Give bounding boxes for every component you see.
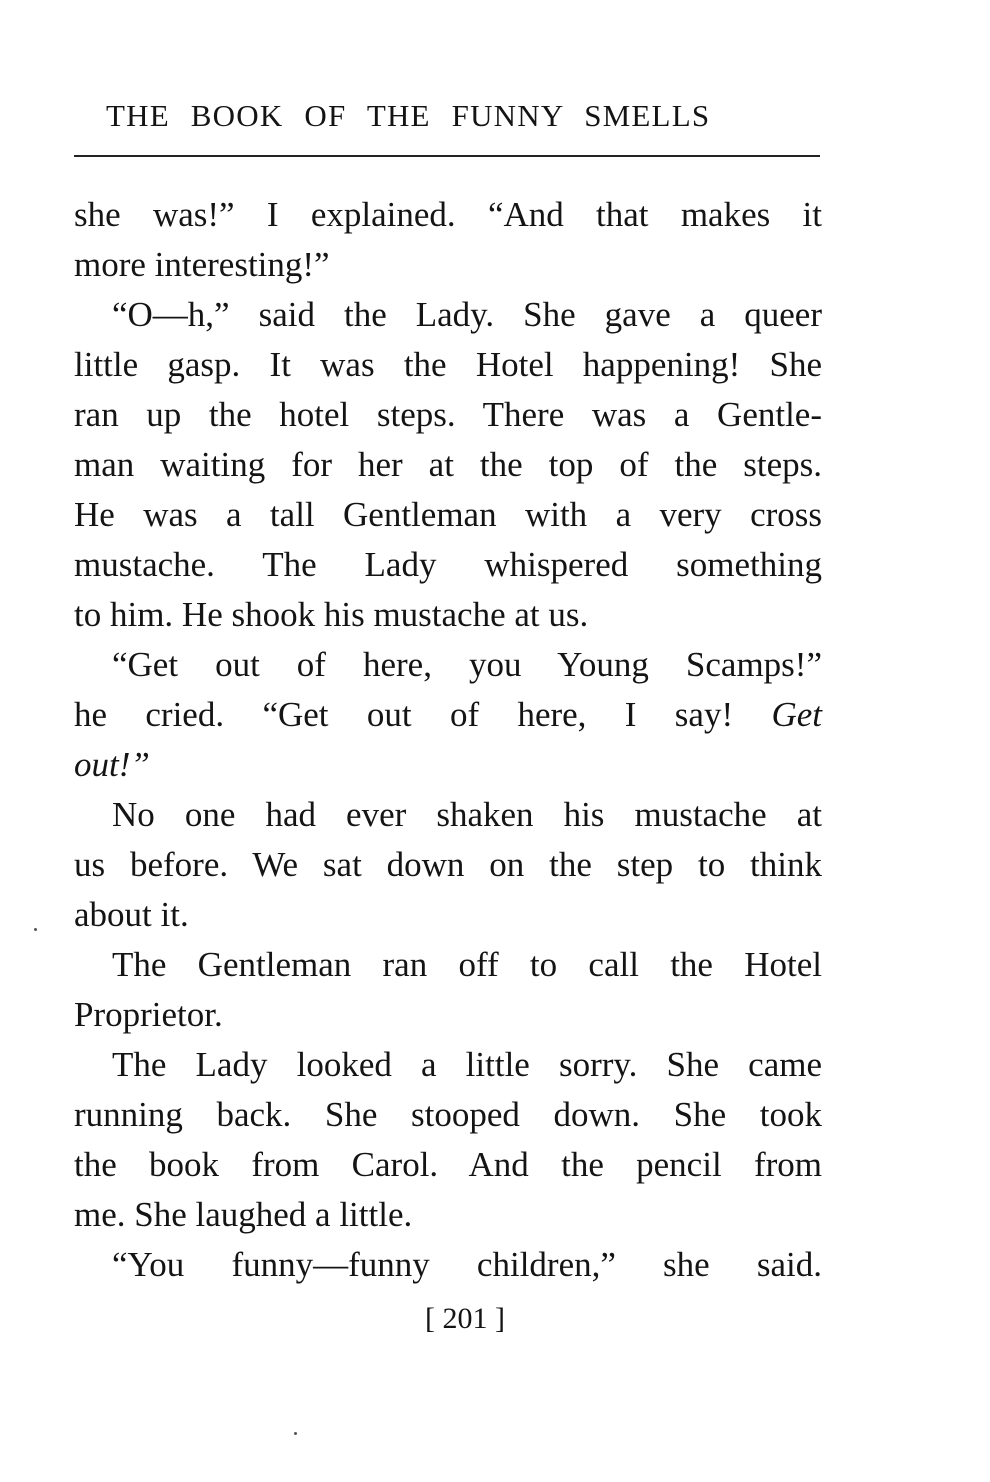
text-line xyxy=(74,190,822,240)
text-line xyxy=(74,240,822,290)
text-line xyxy=(74,1190,822,1240)
text-line xyxy=(74,1040,822,1090)
text-line xyxy=(74,540,822,590)
ink-speck xyxy=(34,928,37,931)
text-line-content: little gasp. It was the Hotel happening! She xyxy=(74,345,822,384)
text-line-content: “You funny—funny children,” she said. xyxy=(112,1245,822,1284)
text-line-content: ran up the hotel steps. There was a Gentle- xyxy=(74,395,822,434)
text-line xyxy=(74,740,822,790)
text-line-content: more interesting!” xyxy=(74,245,330,284)
text-line xyxy=(74,690,822,740)
text-line xyxy=(74,640,822,690)
text-line-content: The Gentleman ran off to call the Hotel xyxy=(112,945,822,984)
text-line-content: me. She laughed a little. xyxy=(74,1195,413,1234)
text-line xyxy=(74,990,822,1040)
ink-speck xyxy=(294,1432,297,1435)
text-line xyxy=(74,590,822,640)
text-line xyxy=(74,490,822,540)
text-line xyxy=(74,340,822,390)
text-line xyxy=(74,390,822,440)
text-line xyxy=(74,890,822,940)
text-line-content: running back. She stooped down. She took xyxy=(74,1095,822,1134)
text-line xyxy=(74,290,822,340)
text-line-content: “Get out of here, you Young Scamps!” xyxy=(112,645,822,684)
header-rule xyxy=(74,155,820,157)
text-line-content: us before. We sat down on the step to think xyxy=(74,845,822,884)
page-number-text: [ 201 ] xyxy=(425,1302,505,1335)
text-line-content: about it. xyxy=(74,895,189,934)
text-line-content: the book from Carol. And the pencil from xyxy=(74,1145,822,1184)
text-line xyxy=(74,940,822,990)
text-line xyxy=(74,440,822,490)
text-line-content: No one had ever shaken his mustache at xyxy=(112,795,822,834)
text-line-content: to him. He shook his mustache at us. xyxy=(74,595,589,634)
text-line xyxy=(74,840,822,890)
body-text xyxy=(74,190,822,1290)
page-number xyxy=(0,1302,990,1336)
running-head: THE BOOK OF THE FUNNY SMELLS xyxy=(106,98,711,133)
italic-text: Get xyxy=(771,695,823,734)
text-line-content: “O—h,” said the Lady. She gave a queer xyxy=(112,295,822,334)
text-line-content: The Lady looked a little sorry. She came xyxy=(112,1045,822,1084)
text-line-content: He was a tall Gentleman with a very cross xyxy=(74,495,822,534)
text-line-content: mustache. The Lady whispered something xyxy=(74,545,822,584)
italic-text: out!” xyxy=(74,745,150,784)
text-line xyxy=(74,1090,822,1140)
text-line xyxy=(74,790,822,840)
text-line-content: she was!” I explained. “And that makes it xyxy=(74,195,822,234)
text-line xyxy=(74,1140,822,1190)
text-line xyxy=(74,1240,822,1290)
text-line-content: Proprietor. xyxy=(74,995,223,1034)
text-line-content: he cried. “Get out of here, I say! xyxy=(74,695,734,734)
text-line-content: man waiting for her at the top of the steps. xyxy=(74,445,822,484)
